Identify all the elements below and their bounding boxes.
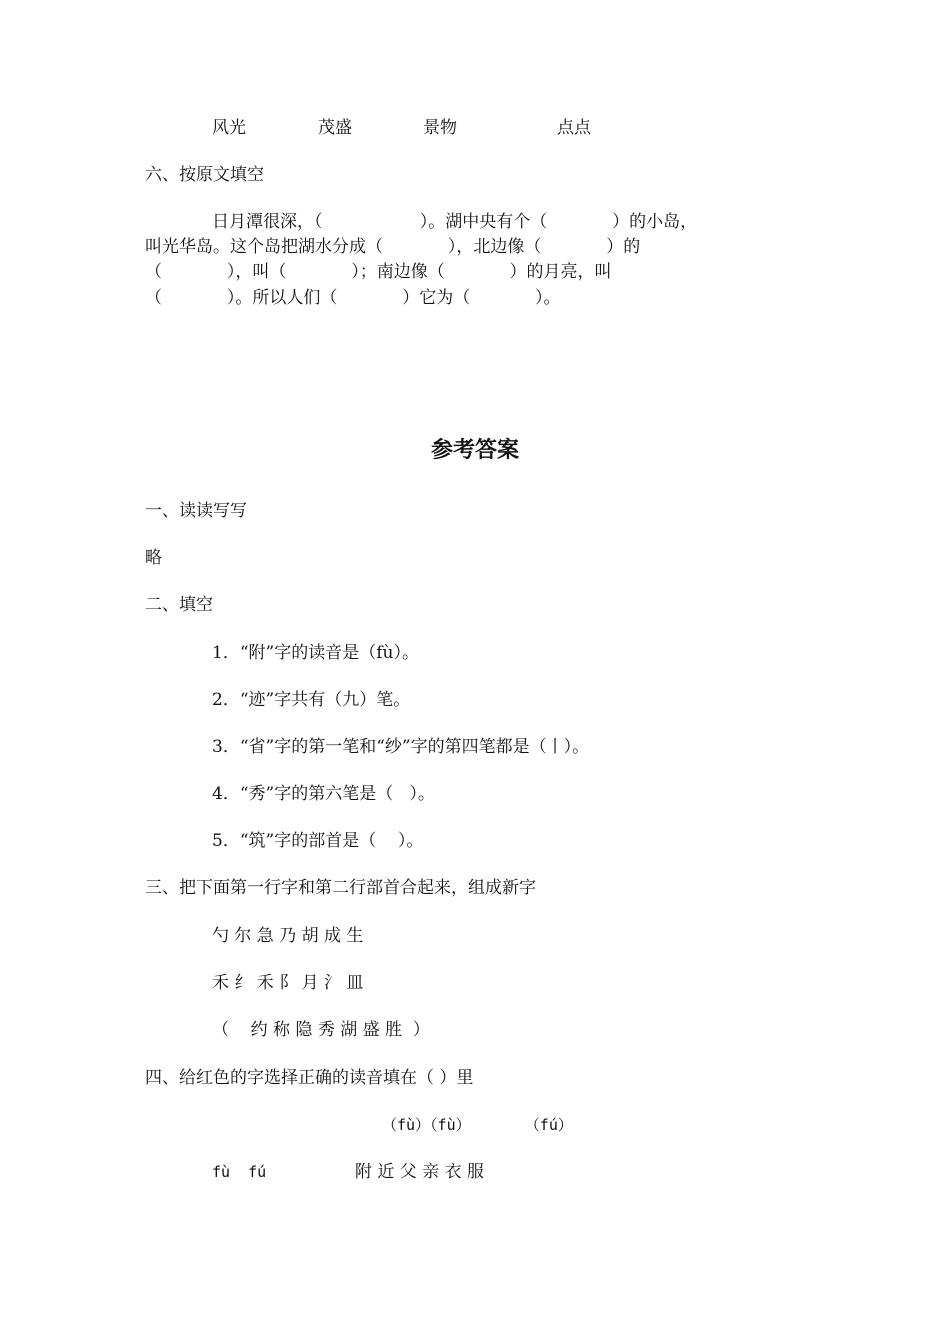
- answer-3-row-characters: 勺 尔 急 乃 胡 成 生: [212, 926, 364, 946]
- answer-2-item-1: 1．“附”字的读音是（fù）。: [212, 643, 419, 663]
- answer-2-item-4: 4．“秀”字的第六笔是（ ）。: [212, 784, 435, 804]
- answer-3-row-radicals: 禾 纟 禾 阝 月 氵 皿: [212, 973, 364, 993]
- word-feng-guang: 风光: [212, 118, 246, 138]
- answer-section-1-heading: 一、读读写写: [145, 501, 247, 521]
- answer-2-item-2: 2．“迹”字共有（九）笔。: [212, 690, 411, 710]
- word-mao-sheng: 茂盛: [318, 118, 352, 138]
- answer-4-pinyin-line: （fù）（fù） （fú）: [382, 1116, 573, 1134]
- fill-line-3: （ ），叫（ ）；南边像（ ）的月亮，叫: [145, 262, 612, 282]
- answers-title: 参考答案: [430, 437, 519, 463]
- answer-section-3-heading: 三、把下面第一行字和第二行部首合起来，组成新字: [145, 878, 536, 898]
- fill-line-2: 叫光华岛。这个岛把湖水分成（ ），北边像（ ）的: [145, 237, 641, 257]
- word-dian-dian: 点点: [557, 118, 591, 138]
- answer-4-pinyin-options: fù fú: [212, 1163, 267, 1181]
- answer-section-1-content: 略: [145, 548, 162, 568]
- fill-line-1: 日月潭很深，（ ）。湖中央有个（ ）的小岛，: [212, 212, 698, 232]
- answer-3-row-results: （ 约 称 隐 秀 湖 盛 胜 ）: [212, 1020, 430, 1040]
- answer-section-2-heading: 二、填空: [145, 595, 213, 615]
- section-6-heading: 六、按原文填空: [145, 165, 264, 185]
- answer-4-words: 附 近 父 亲 衣 服: [355, 1162, 485, 1182]
- answer-2-item-3: 3．“省”字的第一笔和“纱”字的第四笔都是（丨）。: [212, 737, 590, 757]
- fill-line-4: （ ）。所以人们（ ）它为（ ）。: [145, 288, 561, 308]
- answer-section-4-heading: 四、给红色的字选择正确的读音填在（ ）里: [145, 1068, 474, 1088]
- answer-2-item-5: 5．“筑”字的部首是（ ）。: [212, 831, 424, 851]
- word-jing-wu: 景物: [423, 118, 457, 138]
